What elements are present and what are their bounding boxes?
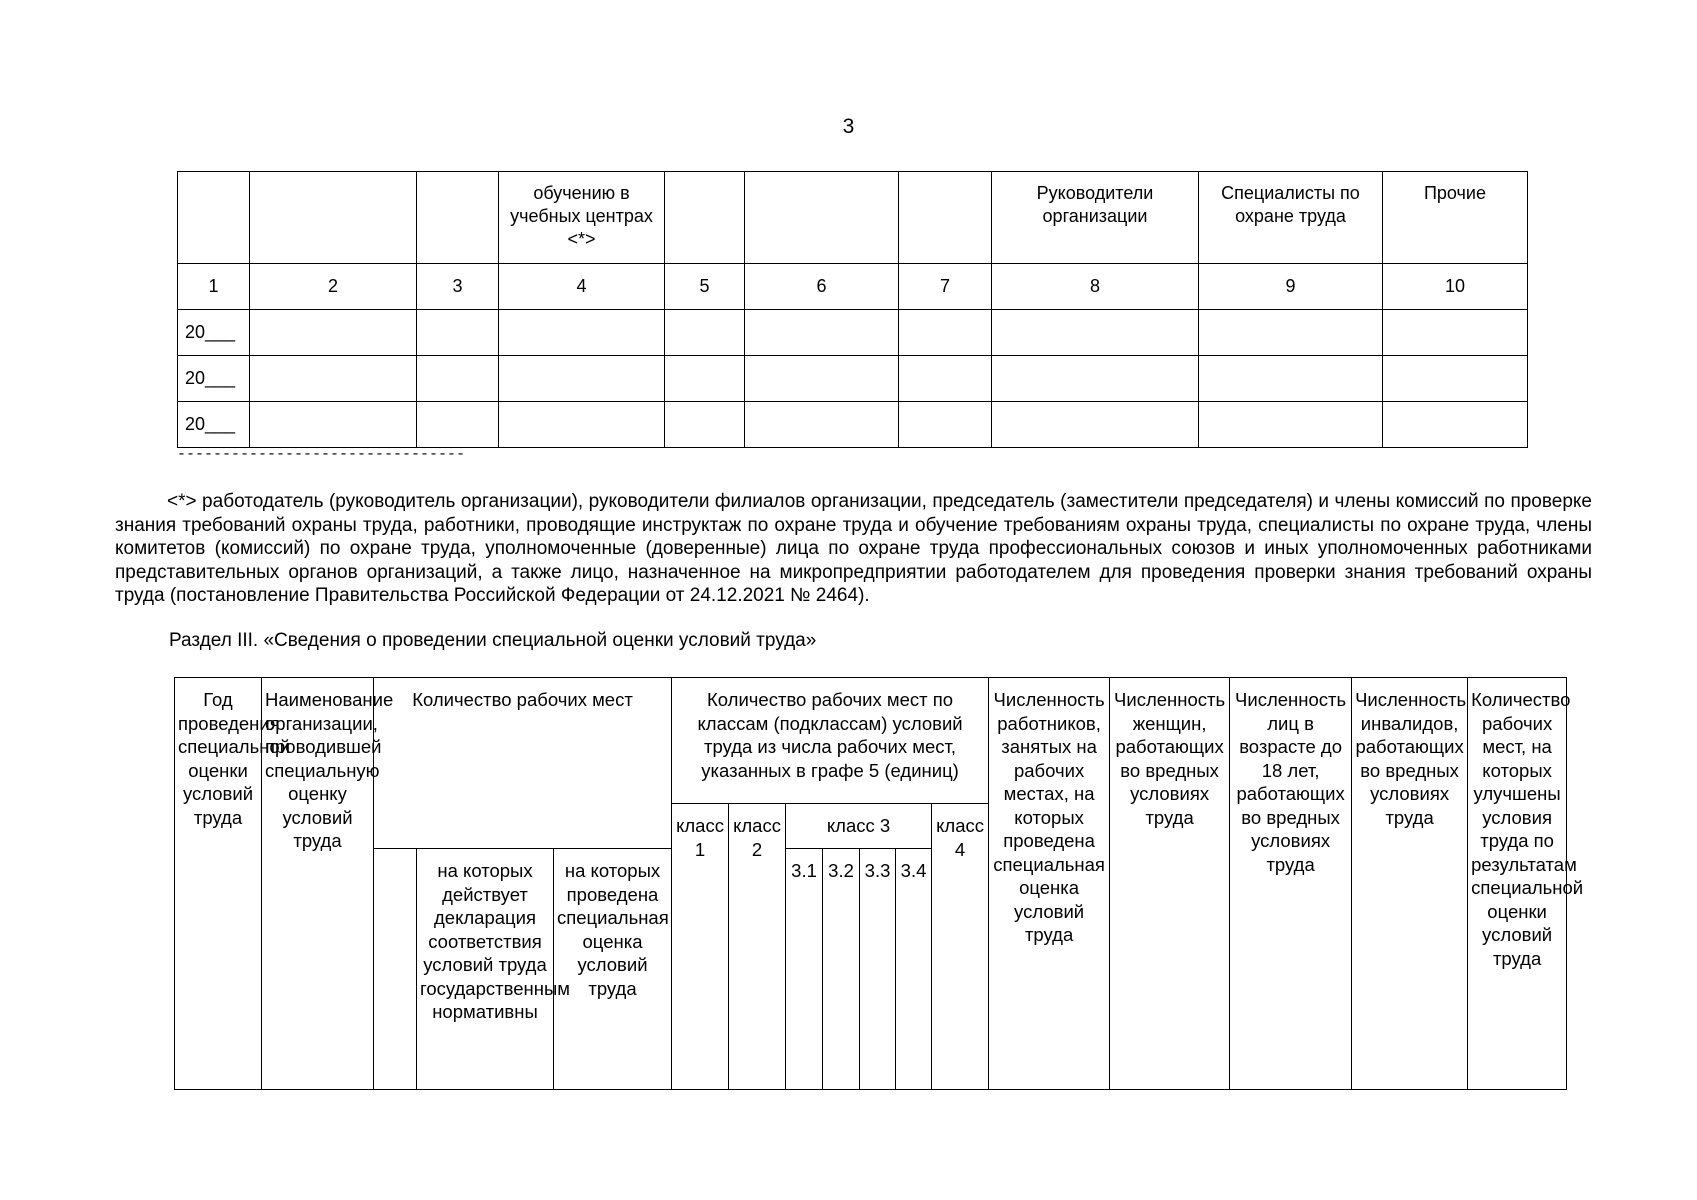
column-number: 2 (250, 264, 417, 310)
header-cell: обучению в учебных центрах <*> (499, 172, 665, 264)
column-number: 9 (1199, 264, 1383, 310)
col-assessed-header: на которых проведена специальная оценка условий труда (554, 849, 672, 1090)
table-row (178, 356, 1528, 402)
training-table (177, 171, 1528, 448)
class1-header: класс 1 (672, 804, 729, 1090)
special-assessment-table (174, 677, 1584, 1090)
class4-header: класс 4 (932, 804, 989, 1090)
table-header-row (178, 172, 1528, 264)
col-minors-header: Численность лиц в возрасте до 18 лет, работающих во вредных условиях труда (1230, 678, 1352, 1090)
col-improved-header: Количество рабочих мест, на которых улучшены условия труда по результатам специальной оценки условий труда (1468, 678, 1567, 1090)
column-number: 8 (992, 264, 1199, 310)
col-classes-header: Количество рабочих мест по классам (подклассам) условий труда из числа рабочих мест, указанных в графе 5 (единиц) (672, 678, 989, 804)
column-number: 6 (745, 264, 899, 310)
table-row (178, 402, 1528, 448)
header-cell (250, 172, 417, 264)
col-women-header: Численность женщин, работающих во вредных условиях труда (1110, 678, 1230, 1090)
col-workers-header: Численность работников, занятых на рабочих местах, на которых проведена специальная оценка условий труда (989, 678, 1110, 1090)
column-number: 1 (178, 264, 250, 310)
footnote-separator: -------------------------------- (177, 446, 466, 463)
sub34-header: 3.4 (896, 849, 932, 1090)
col-count-header: Количество рабочих мест (374, 678, 672, 849)
col-year-header: Год проведения специальной оценки условий труда (175, 678, 262, 1090)
header-cell (178, 172, 250, 264)
year-cell[interactable]: 20___ (178, 402, 250, 448)
column-number: 3 (417, 264, 499, 310)
table-header-row (175, 678, 1567, 804)
column-number: 10 (1383, 264, 1528, 310)
footnote-text: <*> работодатель (руководитель организации), руководители филиалов организации, председатель (заместители председателя) и члены комиссий по проверке знания требований охраны труда, работники, проводящие инструктаж по охране труда и обучение требованиям охраны труда, специалисты по охране труда, члены комитетов (комиссий) по охране труда, уполномоченные (доверенные) лица по охране труда профессиональных союзов и иных уполномоченных работниками представительных органов организаций, а также лицо, назначенное на микропредприятии работодателем для проведения проверки знания требований охраны труда (постановление Правительства Российской Федерации от 24.12.2021 № 2464). (115, 491, 1592, 606)
section-title: Раздел III. «Сведения о проведении специальной оценки условий труда» (169, 630, 817, 651)
header-cell: Руководители организации (992, 172, 1199, 264)
sub32-header: 3.2 (823, 849, 860, 1090)
column-number: 7 (899, 264, 992, 310)
header-cell: Прочие (1383, 172, 1528, 264)
header-cell: Специалисты по охране труда (1199, 172, 1383, 264)
header-cell (417, 172, 499, 264)
year-cell[interactable]: 20___ (178, 356, 250, 402)
table-row (178, 310, 1528, 356)
column-number: 5 (665, 264, 745, 310)
page-number: 3 (842, 115, 855, 138)
header-cell (899, 172, 992, 264)
column-number: 4 (499, 264, 665, 310)
col-org-header: Наименование организации, проводившей специальную оценку условий труда (262, 678, 374, 1090)
class2-header: класс 2 (729, 804, 786, 1090)
header-cell (665, 172, 745, 264)
sub31-header: 3.1 (786, 849, 823, 1090)
column-number-row (178, 264, 1528, 310)
col-declaration-header: на которых действует декларация соответствия условий труда государственным нормативны (417, 849, 554, 1090)
class3-header: класс 3 (786, 804, 932, 849)
col-disabled-header: Численность инвалидов, работающих во вредных условиях труда (1352, 678, 1468, 1090)
sub33-header: 3.3 (860, 849, 896, 1090)
header-cell (745, 172, 899, 264)
year-cell[interactable]: 20___ (178, 310, 250, 356)
